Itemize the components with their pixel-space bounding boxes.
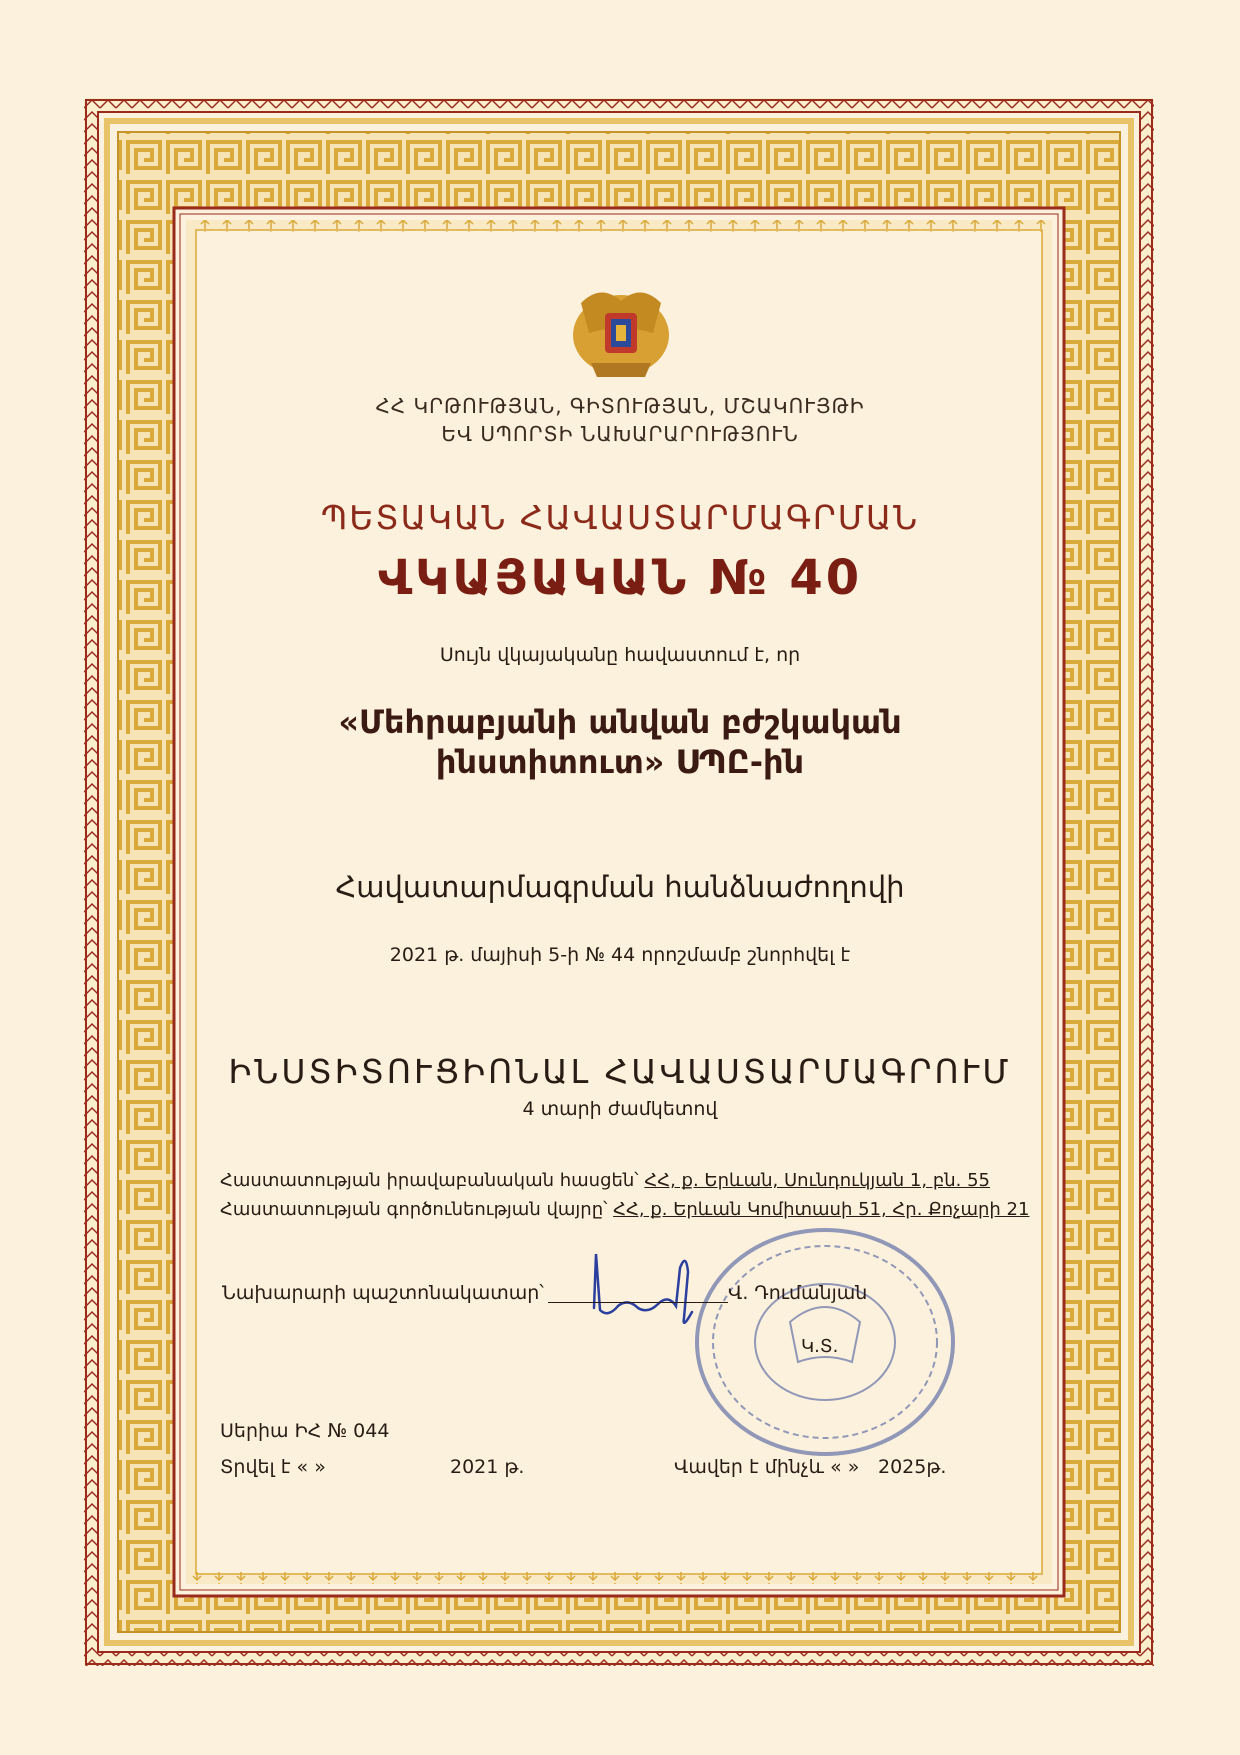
valid-until-label: Վավեր է մինչև « »: [674, 1456, 860, 1478]
handwritten-signature: [588, 1248, 718, 1348]
organization-line-2: ինստիտուտ» ՍՊԸ-ին: [435, 743, 805, 781]
issued-year: 2021 թ.: [450, 1456, 525, 1478]
issued-label: Տրվել է « »: [220, 1456, 326, 1478]
certificate-number: ՎԿԱՅԱԿԱՆ № 40: [377, 550, 863, 606]
seal-mark: Կ.Տ.: [801, 1336, 839, 1357]
committee-name: Հավատարմագրման հանձնաժողովի: [335, 870, 905, 904]
attestation-text: Սույն վկայականը հավաստում է, որ: [439, 644, 801, 666]
organization-line-1: «Մեհրաբյանի անվան բժշկական: [338, 703, 902, 741]
signer-name: Վ. Դումանյան: [728, 1282, 868, 1304]
armenian-coat-of-arms-icon: [561, 283, 681, 381]
certificate-type: ՊԵՏԱԿԱՆ ՀԱՎԱՍՏԱՐՄԱԳՐՄԱՆ: [320, 498, 920, 537]
signature-line: [548, 1302, 728, 1303]
decision-text: 2021 թ. մայիսի 5-ի № 44 որոշմամբ շնորհվել է: [389, 944, 851, 966]
legal-address-value: ՀՀ, ք. Երևան, Սունդուկյան 1, բն. 55: [644, 1170, 990, 1191]
legal-address: [220, 1170, 990, 1191]
ministry-line-2: ԵՎ ՍՊՈՐՏԻ ՆԱԽԱՐԱՐՈՒԹՅՈՒՆ: [441, 422, 799, 446]
series-number: Սերիա ԻՀ № 044: [220, 1420, 390, 1442]
accreditation-type: ԻՆՍՏԻՏՈՒՑԻՈՆԱԼ ՀԱՎԱՍՏԱՐՄԱԳՐՈՒՄ: [228, 1052, 1012, 1091]
ministry-line-1: ՀՀ ԿՐԹՈՒԹՅԱՆ, ԳԻՏՈՒԹՅԱՆ, ՄՇԱԿՈՒՅԹԻ: [375, 394, 865, 418]
organization-name: [0, 702, 1240, 782]
activity-address-value: ՀՀ, ք. Երևան Կոմիտասի 51, Հր. Քոչարի 21: [613, 1199, 1030, 1220]
ministry-name: [0, 392, 1240, 448]
legal-address-label: Հաստատության իրավաբանական հասցեն՝: [220, 1170, 645, 1191]
accreditation-term: 4 տարի ժամկետով: [522, 1098, 718, 1120]
valid-until-year: 2025թ.: [878, 1456, 947, 1478]
signer-title: Նախարարի պաշտոնակատար՝: [222, 1282, 544, 1304]
activity-address: [220, 1199, 1029, 1220]
activity-address-label: Հաստատության գործունեության վայրը՝: [220, 1199, 614, 1220]
